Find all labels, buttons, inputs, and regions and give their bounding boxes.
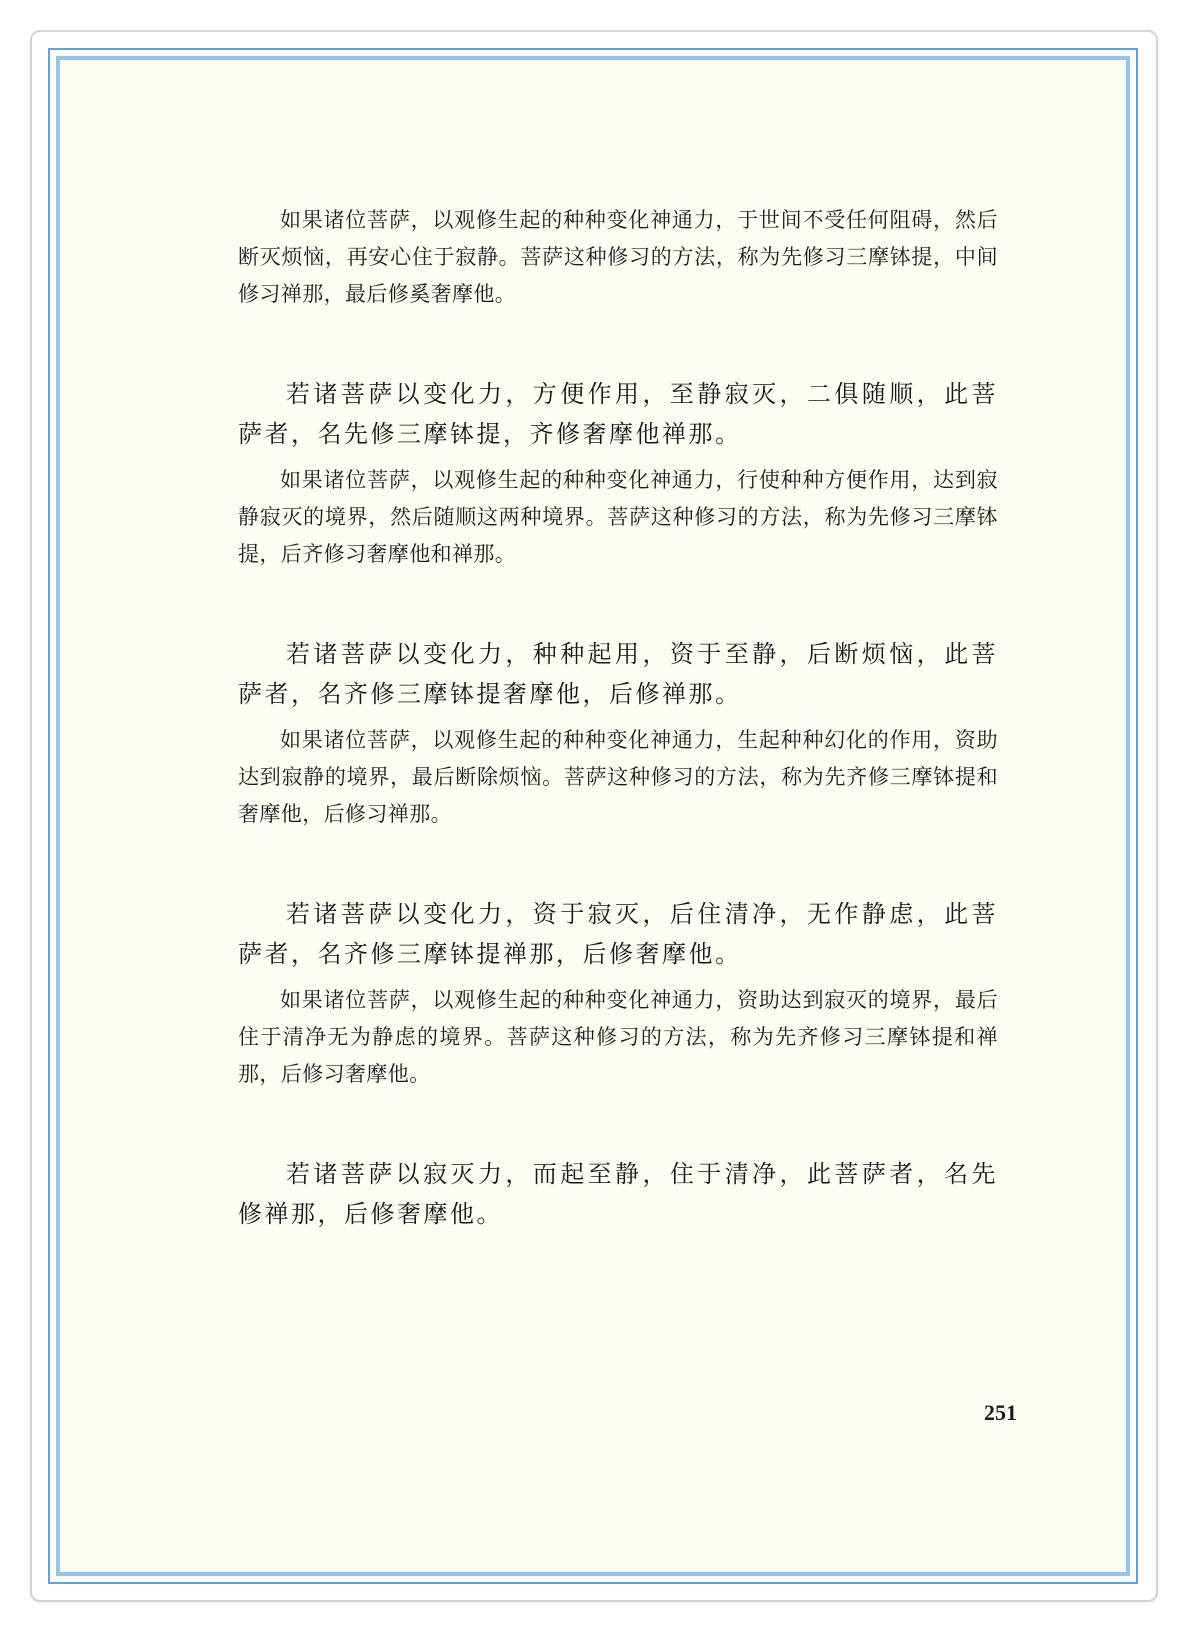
translation-paragraph-1 bbox=[238, 202, 998, 313]
translation-text: 如果诸位菩萨，以观修生起的种种变化神通力，行使种种方便作用，达到寂静寂灭的境界，然后随顺这两种境界。菩萨这种修习的方法，称为先修习三摩钵提，后齐修习奢摩他和禅那。 bbox=[238, 468, 998, 566]
sutra-text: 若诸菩萨以变化力，资于寂灭，后住清净，无作静虑，此菩萨者，名齐修三摩钵提禅那，后修奢摩他。 bbox=[238, 900, 998, 968]
translation-text: 如果诸位菩萨，以观修生起的种种变化神通力，生起种种幻化的作用，资助达到寂静的境界，最后断除烦恼。菩萨这种修习的方法，称为先齐修三摩钵提和奢摩他，后修习禅那。 bbox=[238, 728, 998, 826]
translation-paragraph-4 bbox=[238, 982, 998, 1093]
sutra-paragraph-1 bbox=[238, 374, 998, 454]
translation-paragraph-2 bbox=[238, 462, 998, 573]
translation-paragraph-3 bbox=[238, 722, 998, 833]
page-paper bbox=[56, 56, 1130, 1576]
sutra-paragraph-3 bbox=[238, 894, 998, 974]
page-number: 251 bbox=[984, 1400, 1017, 1425]
sutra-text: 若诸菩萨以寂灭力，而起至静，住于清净，此菩萨者，名先修禅那，后修奢摩他。 bbox=[238, 1160, 998, 1228]
translation-text: 如果诸位菩萨，以观修生起的种种变化神通力，资助达到寂灭的境界，最后住于清净无为静虑的境界。菩萨这种修习的方法，称为先齐修习三摩钵提和禅那，后修习奢摩他。 bbox=[238, 988, 998, 1086]
page-content bbox=[60, 60, 1126, 1572]
sutra-paragraph-4 bbox=[238, 1154, 998, 1234]
translation-text: 如果诸位菩萨，以观修生起的种种变化神通力，于世间不受任何阻碍，然后断灭烦恼，再安心住于寂静。菩萨这种修习的方法，称为先修习三摩钵提，中间修习禅那，最后修奚奢摩他。 bbox=[238, 208, 998, 306]
sutra-paragraph-2 bbox=[238, 634, 998, 714]
page-frame bbox=[48, 48, 1138, 1584]
sutra-text: 若诸菩萨以变化力，方便作用，至静寂灭，二俱随顺，此菩萨者，名先修三摩钵提，齐修奢摩他禅那。 bbox=[238, 380, 998, 448]
sutra-text: 若诸菩萨以变化力，种种起用，资于至静，后断烦恼，此菩萨者，名齐修三摩钵提奢摩他，后修禅那。 bbox=[238, 640, 998, 708]
